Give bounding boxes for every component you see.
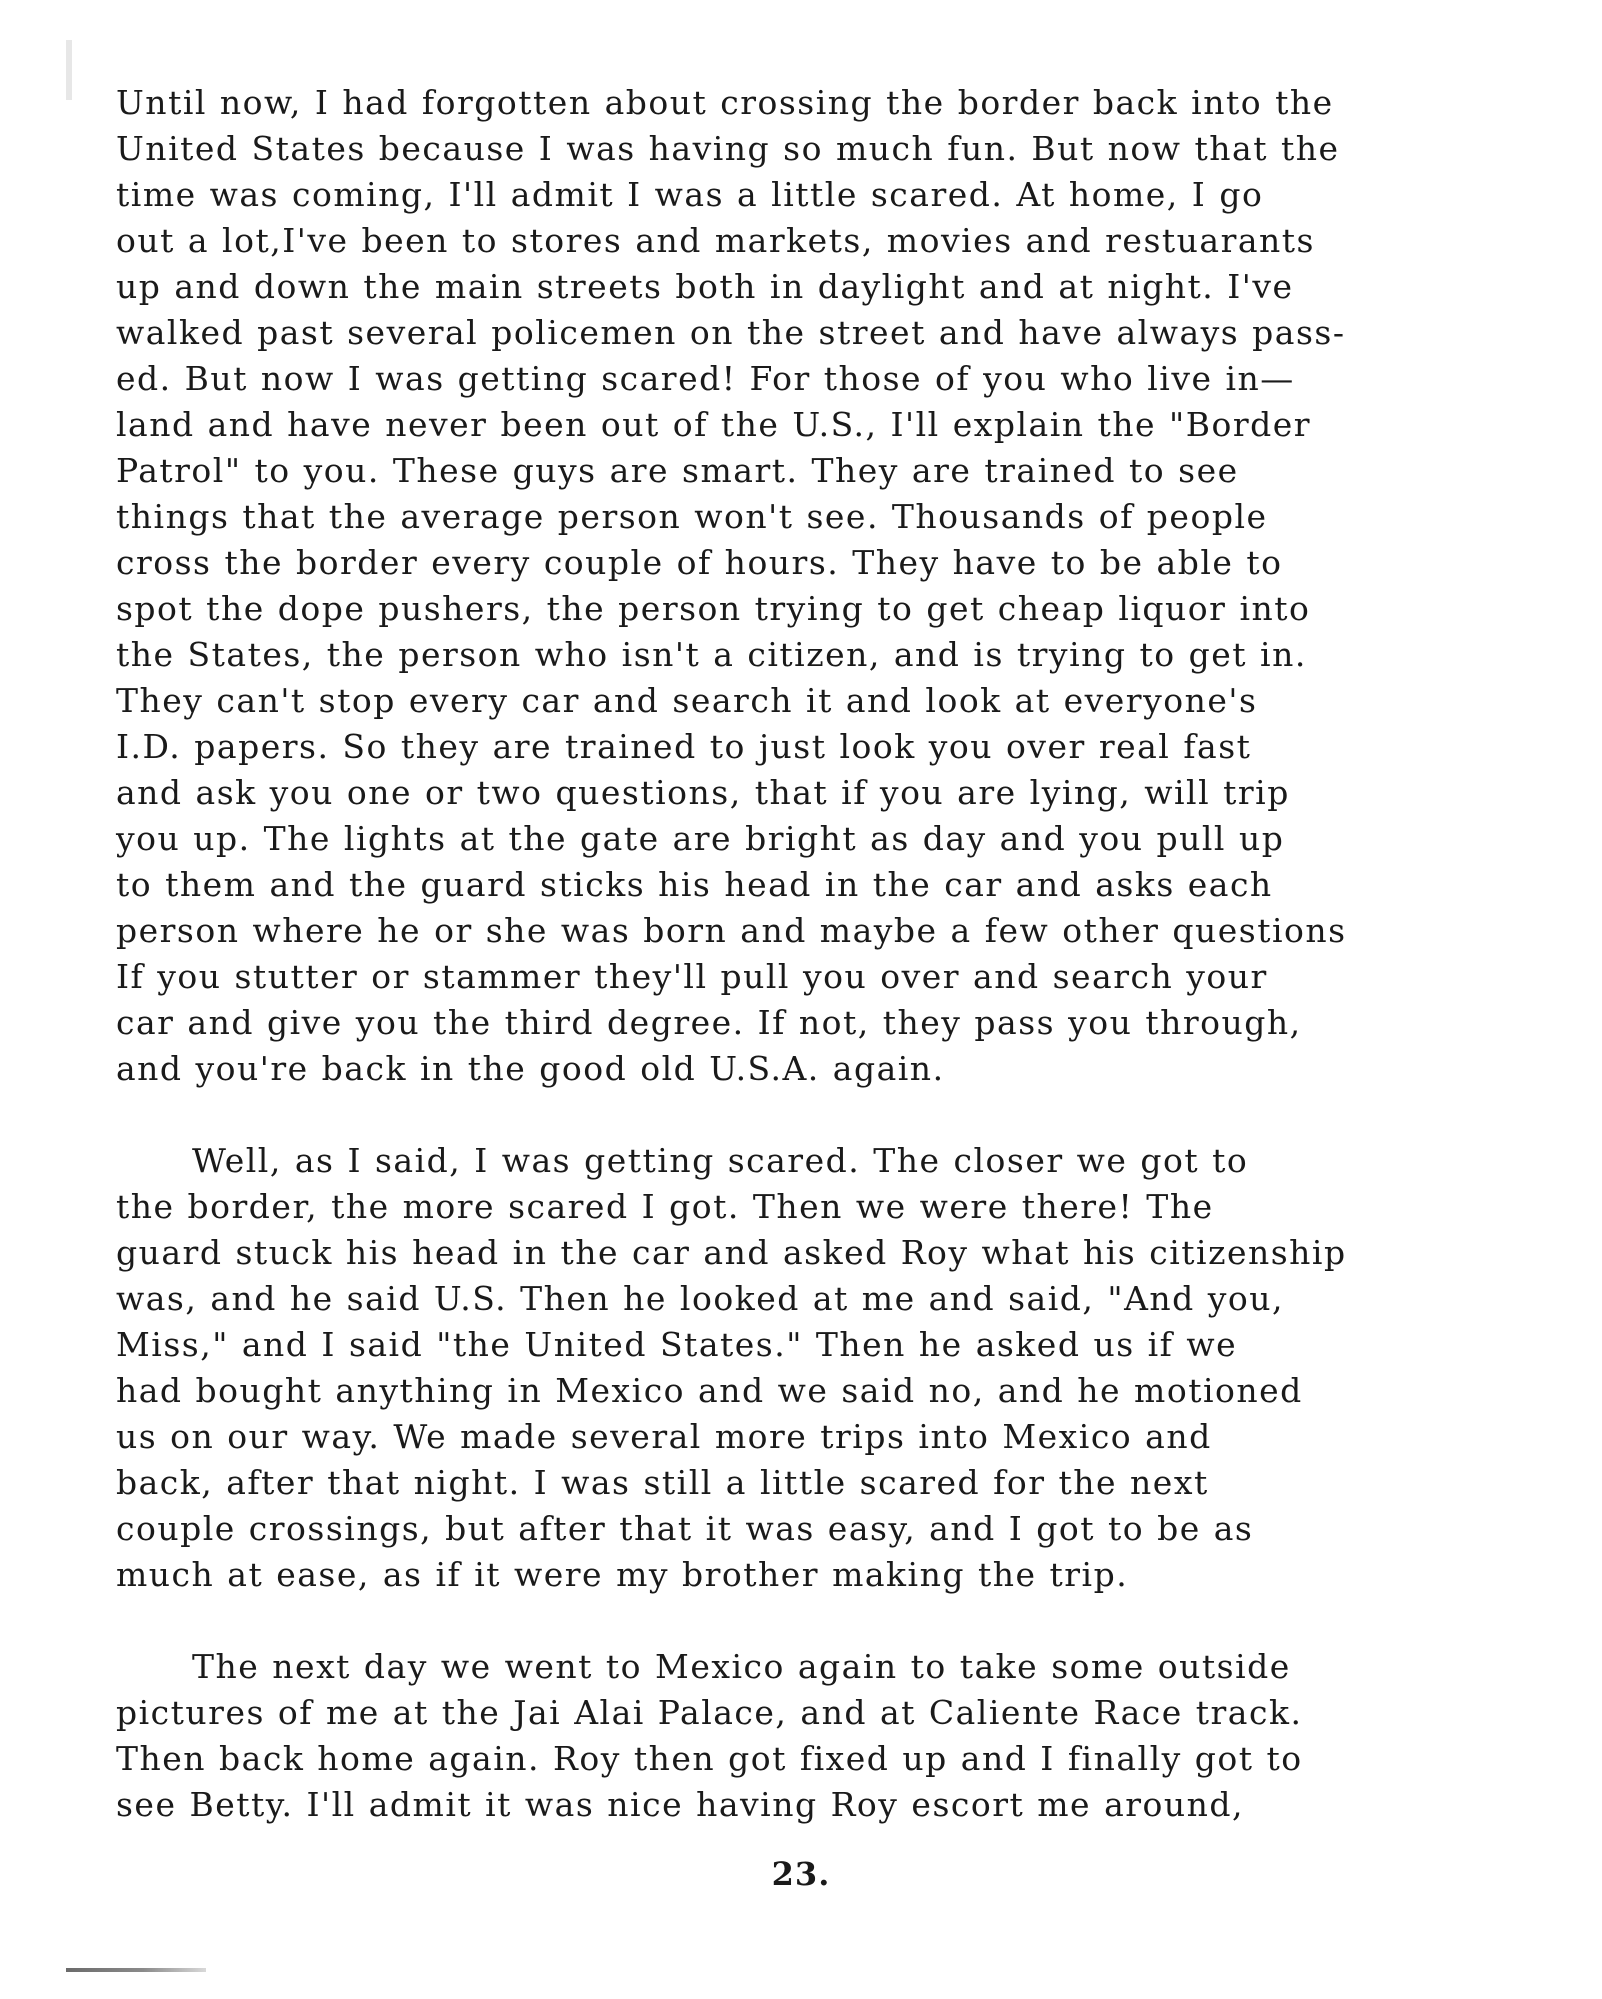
text-line: things that the average person won't see. Thousands of people <box>116 497 1268 536</box>
text-line: land and have never been out of the U.S., I'll explain the "Border <box>116 405 1312 444</box>
text-line: car and give you the third degree. If not, they pass you through, <box>116 1003 1302 1042</box>
text-line: Then back home again. Roy then got fixed up and I finally got to <box>116 1739 1303 1778</box>
paragraph-2 <box>116 1138 1516 1598</box>
text-line: Well, as I said, I was getting scared. The closer we got to <box>192 1141 1249 1180</box>
text-line: United States because I was having so much fun. But now that the <box>116 129 1340 168</box>
paragraph-3 <box>116 1644 1516 1828</box>
text-line: guard stuck his head in the car and asked Roy what his citizenship <box>116 1233 1347 1272</box>
text-line: Patrol" to you. These guys are smart. They are trained to see <box>116 451 1239 490</box>
text-line: Miss," and I said "the United States." Then he asked us if we <box>116 1325 1238 1364</box>
page-number: 23. <box>771 1855 831 1893</box>
text-line: cross the border every couple of hours. They have to be able to <box>116 543 1283 582</box>
text-line: us on our way. We made several more trips into Mexico and <box>116 1417 1212 1456</box>
text-line: the States, the person who isn't a citizen, and is trying to get in. <box>116 635 1307 674</box>
text-line: see Betty. I'll admit it was nice having Roy escort me around, <box>116 1785 1245 1824</box>
scan-margin-mark <box>66 40 72 100</box>
text-line: pictures of me at the Jai Alai Palace, and at Caliente Race track. <box>116 1693 1303 1732</box>
text-line: to them and the guard sticks his head in the car and asks each <box>116 865 1273 904</box>
scan-margin-rule <box>66 1968 206 1972</box>
text-line: and you're back in the good old U.S.A. again. <box>116 1049 945 1088</box>
text-line: you up. The lights at the gate are bright as day and you pull up <box>116 819 1285 858</box>
text-line: the border, the more scared I got. Then we were there! The <box>116 1187 1214 1226</box>
text-line: couple crossings, but after that it was easy, and I got to be as <box>116 1509 1254 1548</box>
text-line: person where he or she was born and maybe a few other questions <box>116 911 1347 950</box>
text-line: Until now, I had forgotten about crossing the border back into the <box>116 83 1334 122</box>
text-line: If you stutter or stammer they'll pull you over and search your <box>116 957 1268 996</box>
text-line: much at ease, as if it were my brother making the trip. <box>116 1555 1129 1594</box>
text-line: had bought anything in Mexico and we said no, and he motioned <box>116 1371 1303 1410</box>
text-line: up and down the main streets both in daylight and at night. I've <box>116 267 1294 306</box>
text-line: walked past several policemen on the street and have always pass- <box>116 313 1346 352</box>
paragraph-1 <box>116 80 1516 1092</box>
text-line: They can't stop every car and search it and look at everyone's <box>116 681 1258 720</box>
text-line: out a lot,I've been to stores and markets, movies and restuarants <box>116 221 1315 260</box>
text-line: The next day we went to Mexico again to take some outside <box>192 1647 1291 1686</box>
text-line: and ask you one or two questions, that if you are lying, will trip <box>116 773 1290 812</box>
body-text <box>116 80 1516 1828</box>
text-line: I.D. papers. So they are trained to just look you over real fast <box>116 727 1252 766</box>
text-line: ed. But now I was getting scared! For those of you who live in— <box>116 359 1295 398</box>
text-line: was, and he said U.S. Then he looked at me and said, "And you, <box>116 1279 1285 1318</box>
text-line: time was coming, I'll admit I was a little scared. At home, I go <box>116 175 1264 214</box>
text-line: spot the dope pushers, the person trying to get cheap liquor into <box>116 589 1311 628</box>
text-line: back, after that night. I was still a little scared for the next <box>116 1463 1209 1502</box>
